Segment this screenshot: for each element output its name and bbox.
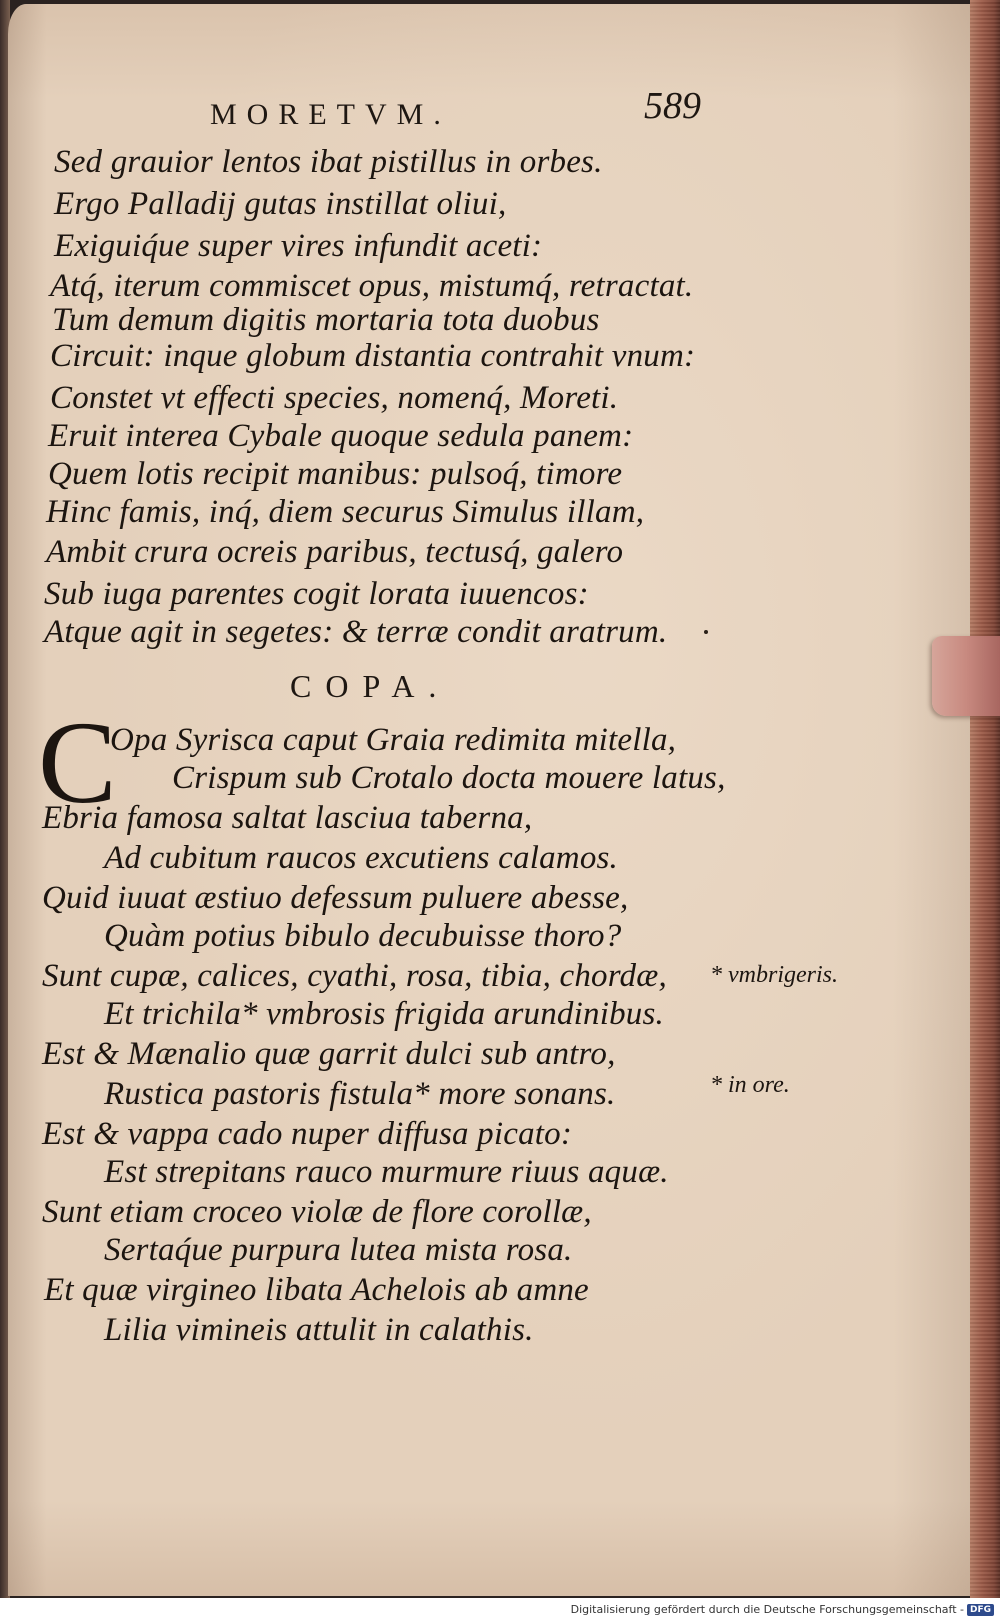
- verse-line: Sed grauior lentos ibat pistillus in orbes.: [54, 144, 603, 180]
- verse-line: Et trichila* vmbrosis frigida arundinibus.: [104, 996, 664, 1032]
- page-number: 589: [644, 85, 701, 127]
- verse-line: Est & Mænalio quæ garrit dulci sub antro,: [42, 1036, 616, 1072]
- bookmark-tab: [932, 636, 1000, 716]
- verse-line: Sunt cupæ, calices, cyathi, rosa, tibia, chordæ,: [42, 958, 667, 994]
- verse-line: Ad cubitum raucos excutiens calamos.: [104, 840, 619, 876]
- digitization-credit: Digitalisierung gefördert durch die Deutsche Forschungsgemeinschaft -: [570, 1603, 964, 1616]
- verse-line: Et quæ virgineo libata Achelois ab amne: [44, 1272, 589, 1308]
- verse-line: Hinc famis, inq́, diem securus Simulus illam,: [46, 494, 645, 530]
- ink-speck: [704, 630, 708, 634]
- marginal-note: * vmbrigeris.: [710, 962, 838, 988]
- verse-line: Eruit interea Cybale quoque sedula panem:: [48, 418, 634, 454]
- verse-line: Ergo Palladij gutas instillat oliui,: [54, 186, 507, 222]
- verse-line: Exiguiq́ue super vires infundit aceti:: [54, 228, 543, 264]
- page-fore-edge: [970, 0, 1000, 1600]
- verse-line: Lilia vimineis attulit in calathis.: [104, 1312, 534, 1348]
- verse-line: Est & vappa cado nuper diffusa picato:: [42, 1116, 573, 1152]
- verse-line: Sertaq́ue purpura lutea mista rosa.: [104, 1232, 573, 1268]
- verse-line: Atq́, iterum commiscet opus, mistumq́, retractat.: [50, 268, 694, 304]
- marginal-note: * in ore.: [710, 1072, 790, 1098]
- verse-line: Quem lotis recipit manibus: pulsoq́, timore: [48, 456, 623, 492]
- verse-line: Quàm potius bibulo decubuisse thoro?: [104, 918, 622, 954]
- verse-line: Rustica pastoris fistula* more sonans.: [104, 1076, 616, 1112]
- verse-line: Constet vt effecti species, nomenq́, Moreti.: [50, 380, 619, 416]
- verse-line: Tum demum digitis mortaria tota duobus: [52, 302, 600, 338]
- verse-line: Ambit crura ocreis paribus, tectusq́, galero: [46, 534, 624, 570]
- verse-line: Est strepitans rauco murmure riuus aquæ.: [104, 1154, 669, 1190]
- verse-line: Atque agit in segetes: & terræ condit aratrum.: [44, 614, 668, 650]
- drop-cap: C: [38, 697, 117, 828]
- verse-line: Opa Syrisca caput Graia redimita mitella,: [110, 722, 677, 758]
- verse-line: Crispum sub Crotalo docta mouere latus,: [172, 760, 726, 796]
- dfg-logo: DFG: [967, 1604, 994, 1616]
- verse-line: Sunt etiam croceo violæ de flore corollæ,: [42, 1194, 592, 1230]
- verse-line: Quid iuuat æstiuo defessum puluere abesse,: [42, 880, 629, 916]
- verse-line: Sub iuga parentes cogit lorata iuuencos:: [44, 576, 589, 612]
- verse-line: Circuit: inque globum distantia contrahit vnum:: [50, 338, 696, 374]
- section-title: COPA.: [290, 668, 451, 704]
- running-head: MORETVM.: [210, 98, 451, 131]
- verse-line: Ebria famosa saltat lasciua taberna,: [42, 800, 533, 836]
